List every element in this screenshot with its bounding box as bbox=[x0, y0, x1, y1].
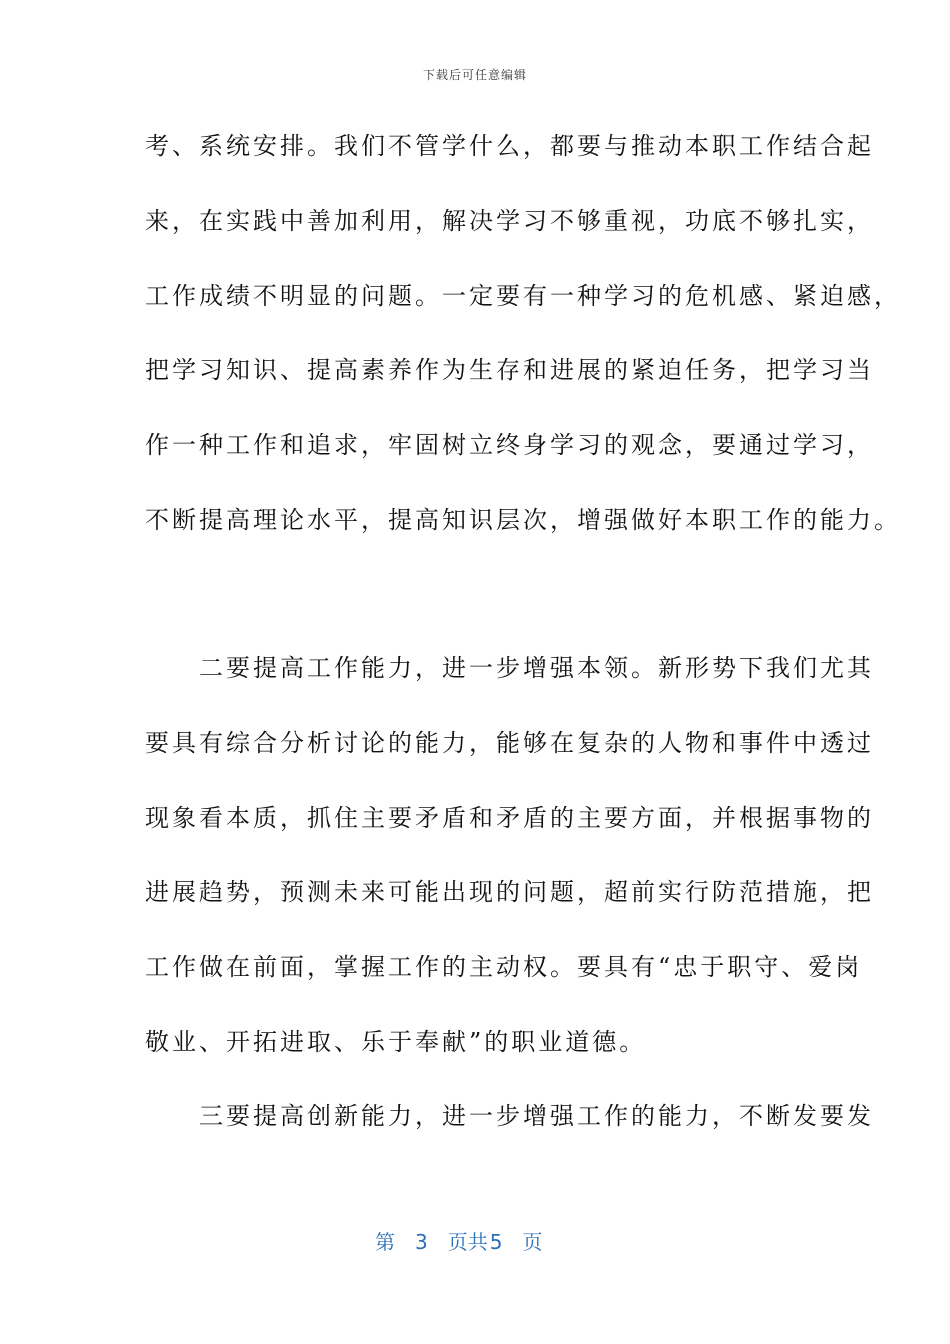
body-line: 来，在实践中善加利用，解决学习不够重视，功底不够扎实， bbox=[145, 207, 874, 235]
page-header: 下载后可任意编辑 bbox=[422, 68, 527, 82]
footer-label-di: 第 bbox=[375, 1230, 395, 1254]
body-line: 工作成绩不明显的问题。一定要有一种学习的危机感、紧迫感， bbox=[145, 282, 901, 310]
body-line: 考、系统安排。我们不管学什么，都要与推动本职工作结合起 bbox=[145, 132, 874, 160]
body-line: 现象看本质，抓住主要矛盾和矛盾的主要方面，并根据事物的 bbox=[145, 804, 874, 832]
body-line: 敬业、开拓进取、乐于奉献”的职业道德。 bbox=[145, 1028, 647, 1056]
body-line: 要具有综合分析讨论的能力，能够在复杂的人物和事件中透过 bbox=[145, 729, 874, 757]
footer-total-pages: 5 bbox=[489, 1230, 503, 1254]
page-footer bbox=[375, 1226, 542, 1255]
body-line: 作一种工作和追求，牢固树立终身学习的观念，要通过学习， bbox=[145, 431, 874, 459]
body-line: 进展趋势，预测未来可能出现的问题，超前实行防范措施，把 bbox=[145, 878, 874, 906]
body-line: 不断提高理论水平，提高知识层次，增强做好本职工作的能力。 bbox=[145, 506, 901, 534]
body-line: 把学习知识、提高素养作为生存和进展的紧迫任务，把学习当 bbox=[145, 356, 874, 384]
paragraph-start-line: 二要提高工作能力，进一步增强本领。新形势下我们尤其 bbox=[145, 654, 874, 682]
footer-label-ye: 页 bbox=[522, 1230, 543, 1254]
paragraph-start-line: 三要提高创新能力，进一步增强工作的能力，不断发要发 bbox=[145, 1102, 874, 1130]
body-line: 工作做在前面，掌握工作的主动权。要具有“忠于职守、爱岗 bbox=[145, 953, 863, 981]
footer-current-page: 3 bbox=[415, 1230, 428, 1254]
footer-label-ye-gong: 页共 bbox=[447, 1230, 488, 1254]
